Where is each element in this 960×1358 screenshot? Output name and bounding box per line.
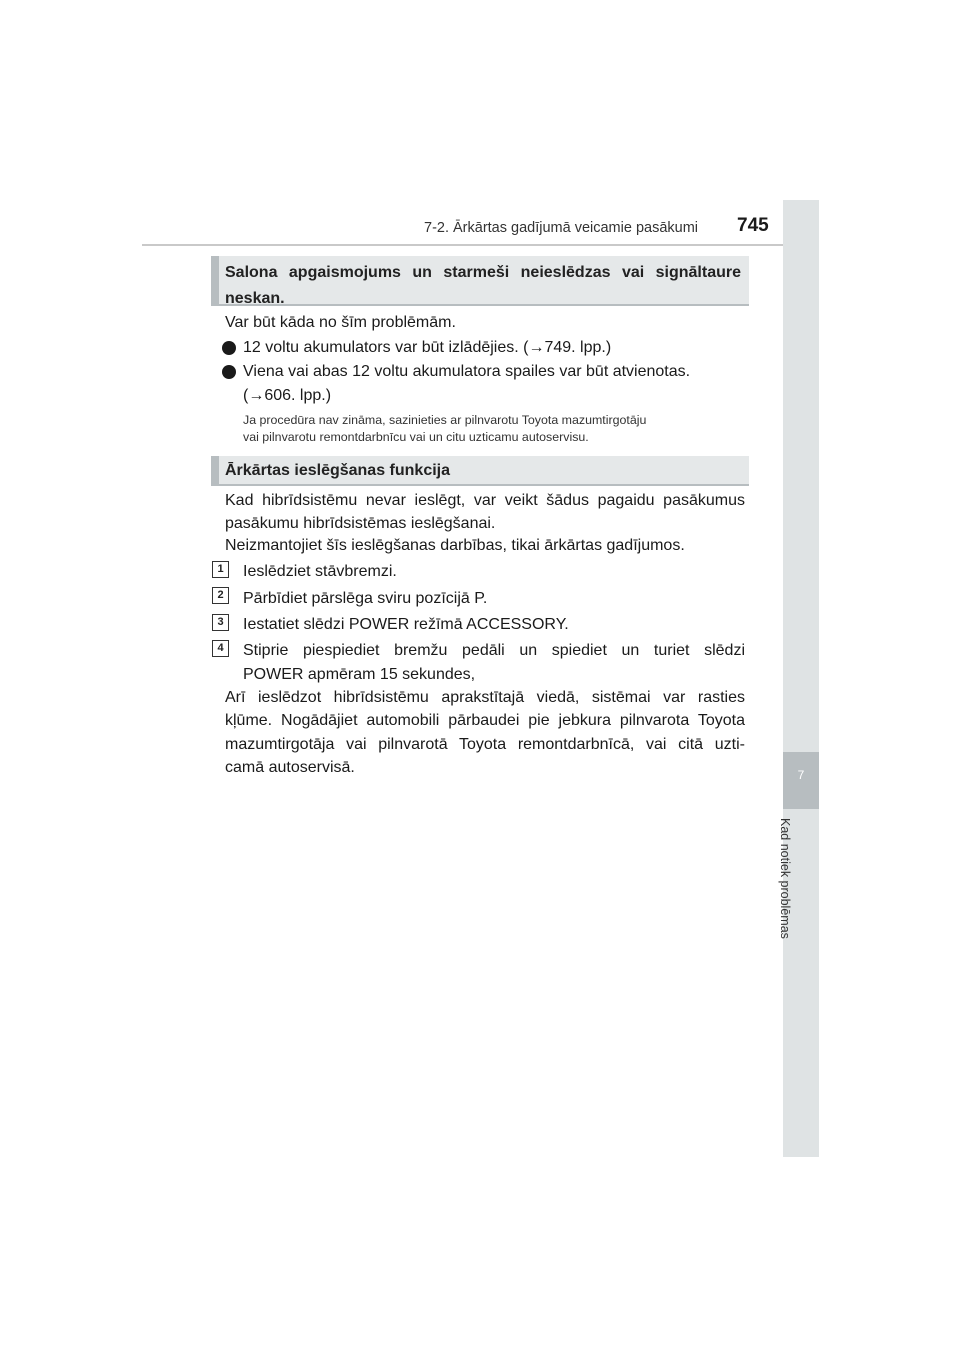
bullet-dot bbox=[222, 341, 236, 355]
section2-outro: Arī ieslēdzot hibrīdsistēmu aprakstītajā viedā, sistēmai var rasties bbox=[225, 689, 745, 706]
header-divider bbox=[142, 244, 818, 246]
step-number-box: 1 bbox=[212, 561, 229, 578]
step-text: Iestatiet slēdzi POWER režīmā ACCESSORY. bbox=[243, 616, 569, 633]
chapter-side-tab bbox=[783, 200, 819, 1157]
section1-intro: Var būt kāda no šīm problēmām. bbox=[225, 314, 456, 331]
section2-outro: kļūme. Nogādājiet automobili pārbaudei pie jebkura pilnvarota Toyota bbox=[225, 712, 745, 729]
bullet-terminals-disconnected: Viena vai abas 12 voltu akumulatora spailes var būt atvienotas. bbox=[243, 363, 691, 380]
section2-intro: Neizmantojiet šīs ieslēgšanas darbības, tikai ārkārtas gadījumos. bbox=[225, 537, 685, 554]
note-line: vai pilnvarotu remontdarbnīcu vai un citu uzticamu autoservisu. bbox=[243, 430, 589, 444]
step-text: Ieslēdziet stāvbremzi. bbox=[243, 563, 397, 580]
step-text: POWER apmēram 15 sekundes, bbox=[243, 666, 476, 683]
step-number-box: 4 bbox=[212, 640, 229, 657]
section-title: 7-2. Ārkārtas gadījumā veicamie pasākumi bbox=[424, 220, 699, 236]
section2-intro: Kad hibrīdsistēmu nevar ieslēgt, var veikt šādus pagaidu pasākumus bbox=[225, 492, 745, 509]
chapter-number: 7 bbox=[797, 768, 805, 782]
step-text: Stiprie piespiediet bremžu pedāli un spiediet un turiet slēdzi bbox=[243, 642, 745, 659]
page-number: 745 bbox=[737, 215, 769, 236]
bullet-terminals-ref: (→606. lpp.) bbox=[243, 387, 332, 404]
section2-outro: camā autoservisā. bbox=[225, 759, 355, 776]
chapter-number-tab bbox=[783, 752, 819, 809]
step-text: Pārbīdiet pārslēga sviru pozīcijā P. bbox=[243, 590, 488, 607]
section2-intro: pasākumu hibrīdsistēmas ieslēgšanai. bbox=[225, 515, 496, 532]
section-heading-lights: Salona apgaismojums un starmeši neieslēdzas vai signāltaure neskan. bbox=[211, 256, 749, 306]
chapter-label: Kad notiek problēmas bbox=[778, 818, 792, 939]
note-line: Ja procedūra nav zināma, sazinieties ar pilnvarotu Toyota mazumtirgotāju bbox=[243, 413, 647, 427]
section-heading-emergency-start: Ārkārtas ieslēgšanas funkcija bbox=[211, 456, 749, 486]
step-number-box: 3 bbox=[212, 614, 229, 631]
step-number-box: 2 bbox=[212, 587, 229, 604]
section2-outro: mazumtirgotāja vai pilnvarotā Toyota remontdarbnīcā, vai citā uzti- bbox=[225, 736, 745, 753]
bullet-dot bbox=[222, 365, 236, 379]
bullet-battery-discharged: 12 voltu akumulators var būt izlādējies. (→749. lpp.) bbox=[243, 339, 612, 356]
